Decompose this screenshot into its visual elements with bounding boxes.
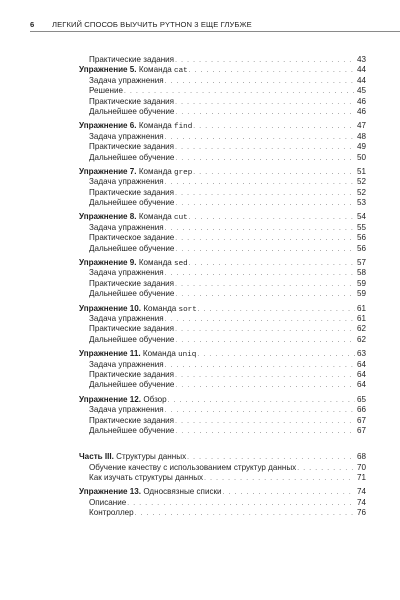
toc-entry: Дальнейшее обучение . . . 56 bbox=[79, 244, 366, 254]
toc-chapter-exercise-13: Упражнение 13. Односвязные списки . . . 74 bbox=[79, 487, 366, 497]
toc-entry: Решение . . . 45 bbox=[79, 86, 366, 96]
toc-chapter-exercise-10: Упражнение 10. Команда sort . . . 61 bbox=[79, 304, 366, 314]
toc-entry: Дальнейшее обучение . . . 59 bbox=[79, 289, 366, 299]
toc-entry: Практические задания . . . 49 bbox=[79, 142, 366, 152]
toc-entry: Задача упражнения . . . 52 bbox=[79, 177, 366, 187]
toc-entry: Практические задания . . . 46 bbox=[79, 97, 366, 107]
toc-part-3: Часть III. Структуры данных . . . 68 bbox=[79, 452, 366, 462]
toc-entry: Дальнейшее обучение . . . 62 bbox=[79, 335, 366, 345]
header-rule bbox=[30, 31, 400, 32]
toc-entry: Задача упражнения . . . 61 bbox=[79, 314, 366, 324]
toc-entry: Задача упражнения . . . 55 bbox=[79, 223, 366, 233]
toc-entry: Дальнейшее обучение . . . 64 bbox=[79, 380, 366, 390]
toc-chapter-exercise-8: Упражнение 8. Команда cut . . . 54 bbox=[79, 212, 366, 222]
toc-entry: Практические задания . . . 52 bbox=[79, 188, 366, 198]
page-number: 6 bbox=[30, 20, 35, 29]
toc-entry: Задача упражнения . . . 44 bbox=[79, 76, 366, 86]
toc-chapter-exercise-12: Упражнение 12. Обзор . . . 65 bbox=[79, 395, 366, 405]
running-header bbox=[30, 20, 370, 29]
toc-entry: Описание . . . 74 bbox=[79, 498, 366, 508]
toc-entry: Как изучать структуры данных . . . 71 bbox=[79, 473, 366, 483]
toc-chapter-exercise-5: Упражнение 5. Команда cat . . . 44 bbox=[79, 65, 366, 75]
toc-chapter-exercise-9: Упражнение 9. Команда sed . . . 57 bbox=[79, 258, 366, 268]
toc-entry: Дальнейшее обучение . . . 46 bbox=[79, 107, 366, 117]
book-title: ЛЕГКИЙ СПОСОБ ВЫУЧИТЬ PYTHON 3 ЕЩЕ ГЛУБЖЕ bbox=[52, 20, 252, 29]
toc-entry: Задача упражнения . . . 66 bbox=[79, 405, 366, 415]
toc-entry: Задача упражнения . . . 48 bbox=[79, 132, 366, 142]
toc-entry: Задача упражнения . . . 64 bbox=[79, 360, 366, 370]
toc-entry: Практическое задание . . . 56 bbox=[79, 233, 366, 243]
toc-chapter-exercise-11: Упражнение 11. Команда uniq . . . 63 bbox=[79, 349, 366, 359]
toc-entry: Практические задания . . . 64 bbox=[79, 370, 366, 380]
toc-entry: Практические задания . . . 43 bbox=[79, 55, 366, 65]
toc-entry: Дальнейшее обучение . . . 53 bbox=[79, 198, 366, 208]
toc-entry: Практические задания . . . 67 bbox=[79, 416, 366, 426]
toc-entry: Задача упражнения . . . 58 bbox=[79, 268, 366, 278]
toc-entry: Контроллер . . . 76 bbox=[79, 508, 366, 518]
toc-chapter-exercise-6: Упражнение 6. Команда find . . . 47 bbox=[79, 121, 366, 131]
toc-entry: Практические задания . . . 59 bbox=[79, 279, 366, 289]
toc-entry: Дальнейшее обучение . . . 67 bbox=[79, 426, 366, 436]
toc-entry: Практические задания . . . 62 bbox=[79, 324, 366, 334]
toc-entry: Дальнейшее обучение . . . 50 bbox=[79, 153, 366, 163]
table-of-contents bbox=[79, 55, 366, 519]
toc-entry: Обучение качеству с использованием структур данных . . . 70 bbox=[79, 463, 366, 473]
toc-chapter-exercise-7: Упражнение 7. Команда grep . . . 51 bbox=[79, 167, 366, 177]
